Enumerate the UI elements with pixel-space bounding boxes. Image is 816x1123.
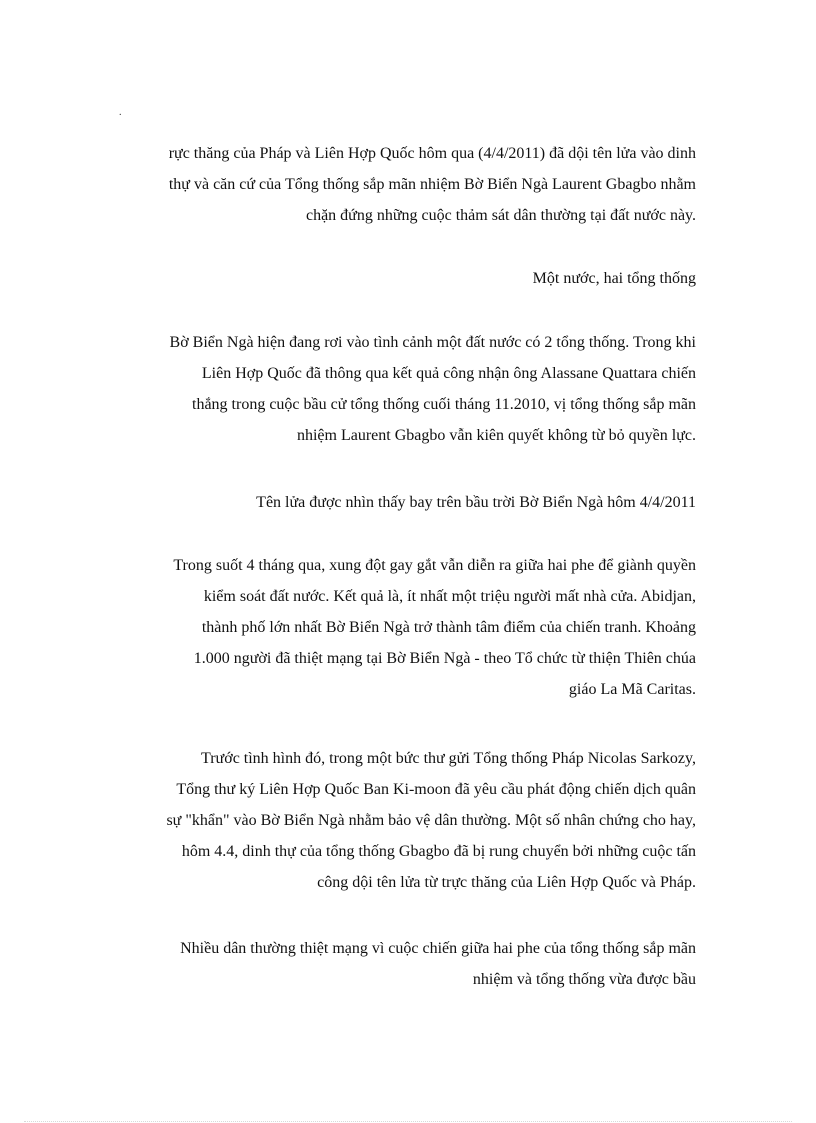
image-caption-missiles: [112, 487, 696, 518]
paragraph-conflict: [112, 550, 696, 705]
section-heading-two-presidents: [112, 263, 696, 294]
paragraph-civilian-casualties: [112, 933, 696, 995]
text-line: Trong suốt 4 tháng qua, xung đột gay gắt vẫn diễn ra giữa hai phe để giành quyền: [173, 557, 696, 574]
page-marker: .: [119, 107, 122, 118]
text-line: chặn đứng những cuộc thảm sát dân thường tại đất nước này.: [305, 207, 696, 224]
text-line: thắng trong cuộc bầu cử tổng thống cuối tháng 11.2010, vị tổng thống sắp mãn: [192, 396, 696, 413]
page-bottom-divider: [24, 1121, 792, 1122]
text-line: công dội tên lửa từ trực thăng của Liên Hợp Quốc và Pháp.: [317, 874, 696, 891]
text-line: Bờ Biển Ngà hiện đang rơi vào tình cảnh một đất nước có 2 tổng thống. Trong khi: [169, 334, 696, 351]
text-line: thự và căn cứ của Tổng thống sắp mãn nhiệm Bờ Biển Ngà Laurent Gbagbo nhằm: [168, 176, 696, 193]
text-line: Liên Hợp Quốc đã thông qua kết quả công nhận ông Alassane Quattara chiến: [201, 365, 696, 382]
text-line: rực thăng của Pháp và Liên Hợp Quốc hôm qua (4/4/2011) đã dội tên lửa vào dinh: [168, 145, 696, 162]
text-line: Nhiều dân thường thiệt mạng vì cuộc chiến giữa hai phe của tổng thống sắp mãn: [180, 940, 696, 957]
heading-text: Một nước, hai tổng thống: [532, 270, 696, 287]
paragraph-two-presidents: [112, 327, 696, 451]
text-line: giáo La Mã Caritas.: [568, 681, 696, 698]
text-line: hôm 4.4, dinh thự của tổng thống Gbagbo đã bị rung chuyển bởi những cuộc tấn: [181, 843, 696, 860]
paragraph-helicopter-strike: [112, 138, 696, 231]
text-line: kiểm soát đất nước. Kết quả là, ít nhất một triệu người mất nhà cửa. Abidjan,: [203, 588, 696, 605]
caption-text: Tên lửa được nhìn thấy bay trên bầu trời Bờ Biển Ngà hôm 4/4/2011: [256, 494, 696, 511]
text-line: Trước tình hình đó, trong một bức thư gửi Tổng thống Pháp Nicolas Sarkozy,: [201, 750, 696, 767]
text-line: thành phố lớn nhất Bờ Biển Ngà trở thành tâm điểm của chiến tranh. Khoảng: [201, 619, 696, 636]
text-line: nhiệm và tổng thống vừa được bầu: [472, 971, 696, 988]
text-line: sự "khẩn" vào Bờ Biển Ngà nhằm bảo vệ dân thường. Một số nhân chứng cho hay,: [166, 812, 696, 829]
text-line: 1.000 người đã thiệt mạng tại Bờ Biển Ngà - theo Tổ chức từ thiện Thiên chúa: [193, 650, 696, 667]
paragraph-un-letter: [112, 743, 696, 898]
text-line: Tổng thư ký Liên Hợp Quốc Ban Ki-moon đã yêu cầu phát động chiến dịch quân: [176, 781, 696, 798]
text-line: nhiệm Laurent Gbagbo vẫn kiên quyết không từ bỏ quyền lực.: [296, 427, 696, 444]
